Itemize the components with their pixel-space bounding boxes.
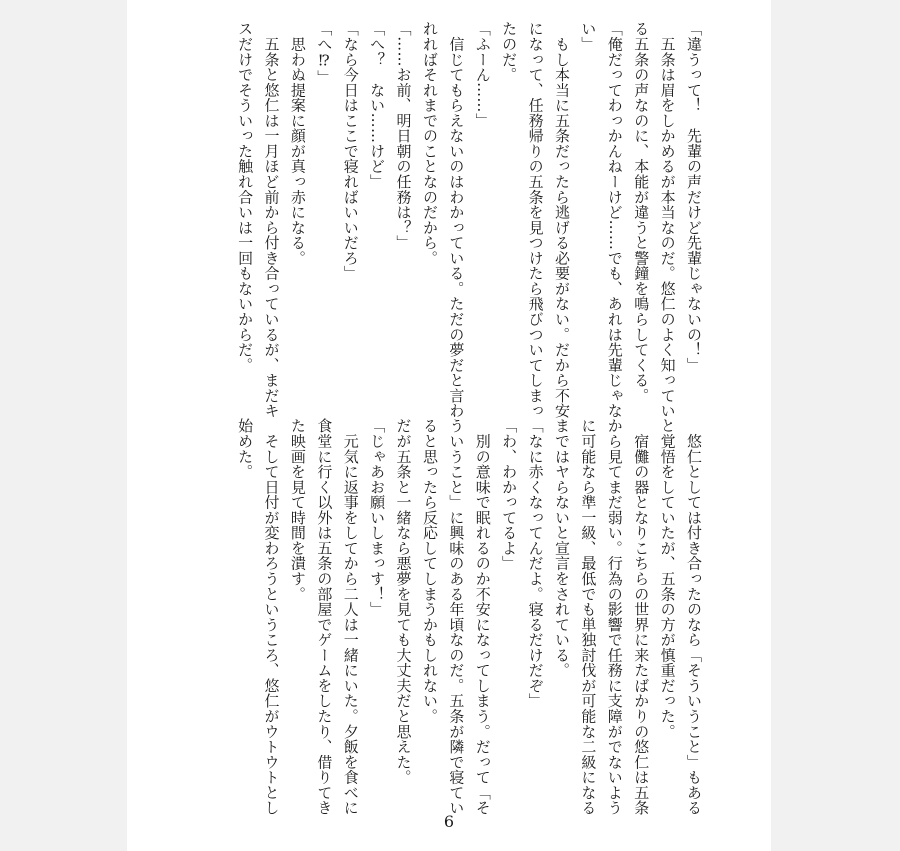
document-page: [127, 0, 771, 851]
text-line: スだけでそういった触れ合いは一回もないからだ。: [236, 21, 255, 373]
text-line: れればそれまでのことなのだから。: [420, 21, 439, 266]
text-line: 思わぬ提案に顔が真っ赤になる。: [288, 21, 307, 266]
text-line: 信じてもらえないのはわかっている。ただの夢だと言わ: [447, 21, 466, 419]
text-line: 始めた。: [236, 418, 255, 480]
text-line: 「なに赤くなってんだよ。寝るだけだぞ」: [526, 418, 545, 709]
text-line: ると思ったら反応してしまうかもしれない。: [420, 418, 439, 724]
text-line: 悠仁としては付き合ったのなら「そういうこと」もある: [685, 418, 703, 816]
text-line: 「わ、わかってるよ」: [500, 418, 519, 571]
text-line: 元気に返事をしてから二人は一緒にいた。夕飯を食べに: [341, 418, 360, 816]
text-line: から見てまだ弱い。行為の影響で任務に支障がでないよう: [605, 418, 624, 816]
text-line: 別の意味で眠れるのか不安になってしまう。だって「そ: [473, 418, 492, 816]
text-line: 「なら今日はここで寝ればいいだろ」: [341, 21, 360, 281]
text-line: ういうこと」に興味のある年頃なのだ。五条が隣で寝てい: [447, 418, 466, 816]
text-line: た映画を見て時間を潰す。: [288, 418, 307, 602]
text-line: もし本当に五条だったら逃げる必要がない。だから不安: [552, 21, 571, 419]
text-line: 「じゃあお願いしまっす！」: [368, 418, 387, 617]
text-line: い」: [579, 21, 598, 52]
text-line: 「違うって！ 先輩の声だけど先輩じゃないの！」: [685, 21, 703, 373]
text-line: る五条の声なのに、本能が違うと警鐘を鳴らしてくる。: [632, 21, 651, 403]
text-line: になって、任務帰りの五条を見つけたら飛びついてしまっ: [526, 21, 545, 419]
text-line: 五条は眉をしかめるが本当なのだ。悠仁のよく知ってい: [658, 21, 677, 419]
text-line: 「ふーん……」: [473, 21, 492, 128]
text-line: 宿儺の器となりこちらの世界に来たばかりの悠仁は五条: [632, 418, 651, 816]
text-line: 「俺だってわっかんねーけど……でも、あれは先輩じゃな: [605, 21, 624, 419]
page-number: 6: [443, 812, 455, 831]
text-line: だが五条と一緒なら悪夢を見ても大丈夫だと思えた。: [394, 418, 413, 785]
text-line: 「……お前、明日朝の任務は？」: [394, 21, 413, 251]
text-line: 「へ⁉」: [315, 21, 334, 86]
text-line: 五条と悠仁は一月ほど前から付き合っているが、まだキ: [262, 21, 281, 419]
text-line: と覚悟をしていたが、五条の方が慎重だった。: [658, 418, 677, 739]
text-line: 「へ？ ない……けど」: [368, 21, 387, 190]
text-line: 食堂に行く以外は五条の部屋でゲームをしたり、借りてき: [315, 418, 334, 816]
text-line: に可能なら準一級、最低でも単独討伐が可能な二級になる: [579, 418, 598, 816]
lower-text-block: [232, 418, 707, 816]
text-line: そして日付が変わろうというころ、悠仁がウトウトとし: [262, 418, 281, 816]
text-line: たのだ。: [500, 21, 519, 83]
text-line: まではヤらないと宣言をされている。: [552, 418, 571, 678]
upper-text-block: [232, 21, 707, 419]
